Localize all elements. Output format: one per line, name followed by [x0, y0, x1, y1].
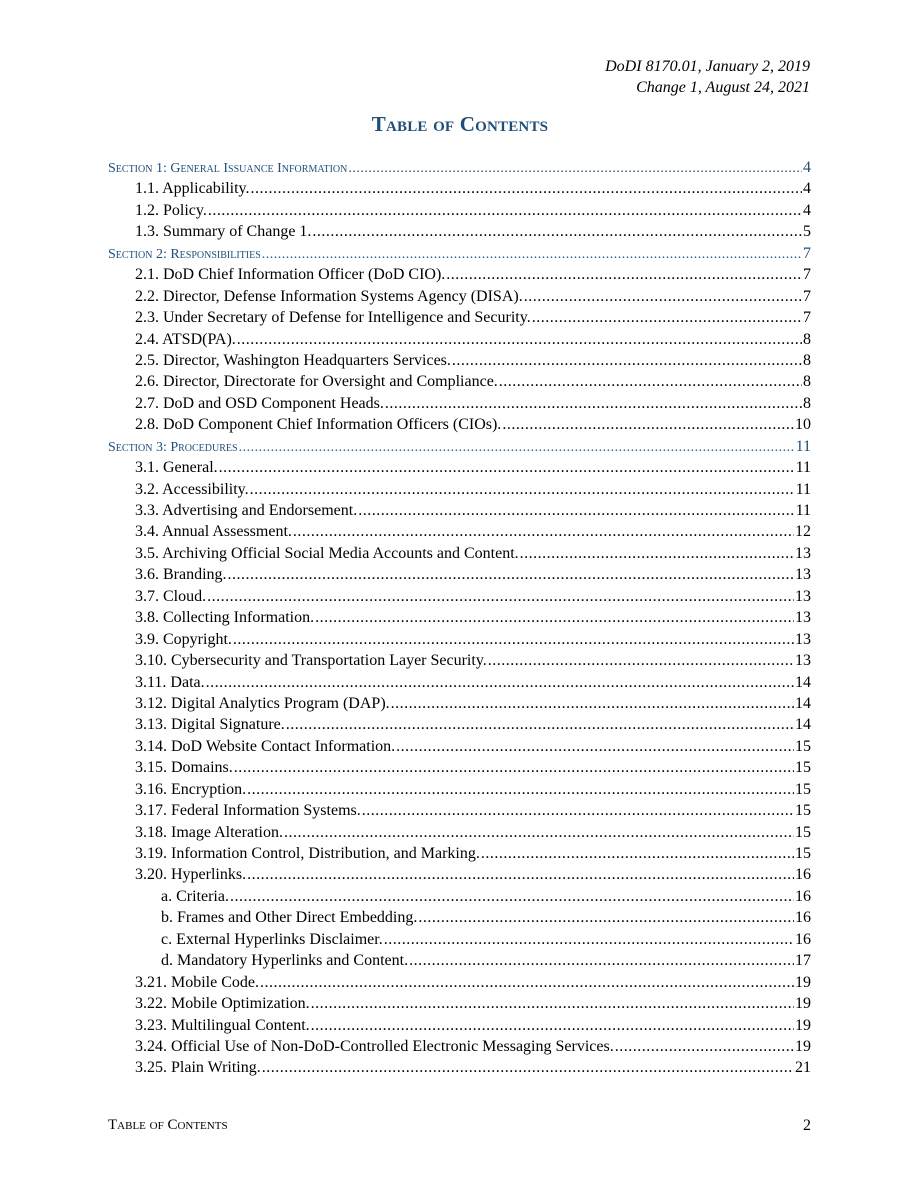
toc-entry-link[interactable]: [108, 886, 811, 907]
toc-entry-label: 1.3. Summary of Change 1.: [135, 223, 312, 241]
toc-entry-page: 13: [795, 544, 811, 562]
toc-entry-label: 3.2. Accessibility.: [135, 480, 249, 498]
dot-leader: [391, 693, 794, 714]
dot-leader: [206, 672, 794, 693]
toc-entry-page: 15: [795, 802, 811, 820]
toc-entry-label: 2.3. Under Secretary of Defense for Intelligence and Security.: [135, 309, 531, 327]
dot-leader: [293, 521, 794, 542]
dot-leader: [234, 757, 794, 778]
toc-entry-label: 3.9. Copyright.: [135, 630, 232, 648]
dot-leader: [396, 736, 794, 757]
dot-leader: [499, 371, 802, 392]
dot-leader: [219, 457, 795, 478]
toc-entry-label: 3.11. Data.: [135, 673, 205, 691]
dot-leader: [262, 1057, 794, 1078]
toc-entry-link[interactable]: [108, 350, 811, 371]
toc-entry-label: 3.8. Collecting Information.: [135, 609, 315, 627]
toc-entry-link[interactable]: [108, 1015, 811, 1036]
toc-entry-page: 7: [803, 287, 811, 305]
toc-entry-page: 10: [795, 416, 811, 434]
toc-entry-page: 16: [795, 930, 811, 948]
toc-entry-label: 3.23. Multilingual Content.: [135, 1016, 310, 1034]
toc-entry-page: 7: [803, 266, 811, 284]
toc-entry-link[interactable]: [108, 178, 811, 199]
toc-entry-page: 13: [795, 609, 811, 627]
toc-entry-page: 21: [795, 1059, 811, 1077]
toc-entry-link[interactable]: [108, 479, 811, 500]
toc-entry-page: 19: [795, 1016, 811, 1034]
toc-entry-label: 3.12. Digital Analytics Program (DAP).: [135, 694, 390, 712]
dot-leader: [446, 264, 802, 285]
dot-leader: [311, 1015, 794, 1036]
toc-entry-page: 15: [795, 759, 811, 777]
dot-leader: [409, 950, 794, 971]
dot-leader: [520, 543, 794, 564]
toc-entry-link[interactable]: [108, 650, 811, 671]
toc-entry-page: 8: [803, 394, 811, 412]
dot-leader: [284, 822, 794, 843]
toc-entry-link[interactable]: [108, 714, 811, 735]
toc-entry-label: b. Frames and Other Direct Embedding.: [161, 909, 418, 927]
toc-section-link[interactable]: [108, 157, 811, 178]
toc-entry-link[interactable]: [108, 907, 811, 928]
toc-entry-label: 3.1. General.: [135, 459, 218, 477]
toc-entry-page: 8: [803, 351, 811, 369]
toc-entry-page: 19: [795, 1037, 811, 1055]
toc-entry-page: 11: [795, 437, 811, 455]
toc-entry-link[interactable]: [108, 1057, 811, 1078]
toc-entry-page: 14: [795, 694, 811, 712]
toc-entry-link[interactable]: [108, 736, 811, 757]
toc-entry-link[interactable]: [108, 993, 811, 1014]
toc-entry-link[interactable]: [108, 286, 811, 307]
toc-entry-label: 2.2. Director, Defense Information Systems Agency (DISA).: [135, 287, 523, 305]
toc-entry-link[interactable]: [108, 843, 811, 864]
toc-entry-label: 3.7. Cloud.: [135, 587, 207, 605]
toc-entry-label: 3.17. Federal Information Systems.: [135, 802, 361, 820]
toc-entry-page: 17: [795, 952, 811, 970]
dot-leader: [418, 907, 794, 928]
dot-leader: [312, 221, 802, 242]
toc-entry-page: 7: [803, 309, 811, 327]
toc-entry-page: 16: [795, 887, 811, 905]
toc-entry-link[interactable]: [108, 929, 811, 950]
toc-entry-page: 4: [803, 180, 811, 198]
toc-entry-page: 15: [795, 823, 811, 841]
toc-entry-page: 11: [795, 480, 811, 498]
toc-entry-label: 3.20. Hyperlinks.: [135, 866, 247, 884]
toc-entry-page: 11: [795, 459, 811, 477]
toc-entry-link[interactable]: [108, 414, 811, 435]
toc-entry-label: 3.22. Mobile Optimization.: [135, 995, 310, 1013]
toc-entry-link[interactable]: [108, 500, 811, 521]
toc-entry-page: 15: [795, 845, 811, 862]
toc-entry-link[interactable]: [108, 800, 811, 821]
toc-entry-label: 3.15. Domains.: [135, 759, 233, 777]
toc-entry-label: c. External Hyperlinks Disclaimer.: [161, 930, 383, 948]
toc-entry-link[interactable]: [108, 757, 811, 778]
toc-entry-link[interactable]: [108, 607, 811, 628]
toc-entry-label: 2.1. DoD Chief Information Officer (DoD CIO).: [135, 266, 446, 284]
dot-leader: [384, 929, 794, 950]
toc-entry-link[interactable]: [108, 1036, 811, 1057]
toc-entry-label: a. Criteria.: [161, 887, 229, 905]
toc-entry-label: 3.10. Cybersecurity and Transportation Layer Security.: [135, 652, 487, 670]
header-issuance-line: DoDI 8170.01, January 2, 2019: [605, 58, 810, 75]
toc-entry-label: 3.21. Mobile Code.: [135, 973, 259, 991]
toc-entry-label: d. Mandatory Hyperlinks and Content.: [161, 952, 409, 970]
toc-entry-link[interactable]: [108, 393, 811, 414]
toc-entry-label: 3.13. Digital Signature.: [135, 716, 285, 734]
toc-entry-label: Section 2: Responsibilities: [108, 246, 261, 262]
toc-entry-page: 13: [795, 630, 811, 648]
dot-leader: [311, 993, 794, 1014]
toc-entry-label: 1.2. Policy.: [135, 201, 207, 219]
toc-entry-link[interactable]: [108, 200, 811, 221]
dot-leader: [237, 329, 802, 350]
toc-entry-page: 14: [795, 716, 811, 734]
toc-entry-label: 2.5. Director, Washington Headquarters Services.: [135, 351, 451, 369]
toc-entry-page: 13: [795, 566, 811, 584]
dot-leader: [385, 393, 802, 414]
toc-entry-link[interactable]: [108, 543, 811, 564]
toc-section-link[interactable]: [108, 243, 811, 264]
toc-entry-page: 19: [795, 973, 811, 991]
toc-entry-label: 3.3. Advertising and Endorsement.: [135, 502, 358, 519]
toc-entry-link[interactable]: [108, 457, 811, 478]
toc-entry-page: 4: [803, 159, 811, 176]
toc-entry-link[interactable]: [108, 864, 811, 885]
toc-entry-link[interactable]: [108, 672, 811, 693]
toc-section-link[interactable]: [108, 436, 811, 457]
dot-leader: [207, 586, 794, 607]
toc-entry-label: 3.16. Encryption.: [135, 780, 247, 798]
toc-entry-label: 3.19. Information Control, Distribution, and Marking.: [135, 845, 480, 862]
toc-entry-link[interactable]: [108, 221, 811, 242]
toc-entry-label: 2.8. DoD Component Chief Information Officers (CIOs).: [135, 416, 502, 434]
toc-entry-link[interactable]: [108, 307, 811, 328]
page-title: Table of Contents: [371, 112, 549, 136]
toc-entry-page: 13: [795, 587, 811, 605]
dot-leader: [233, 629, 794, 650]
toc-entry-link[interactable]: [108, 564, 811, 585]
toc-entry-link[interactable]: [108, 950, 811, 971]
toc-entry-page: 8: [803, 373, 811, 391]
table-of-contents: [108, 157, 811, 1079]
dot-leader: [362, 800, 794, 821]
dot-leader: [502, 414, 794, 435]
toc-entry-page: 16: [795, 909, 811, 927]
toc-entry-page: 11: [795, 502, 811, 519]
toc-entry-label: 1.1. Applicability.: [135, 180, 250, 198]
dot-leader: [488, 650, 794, 671]
dot-leader: [452, 350, 802, 371]
toc-entry-link[interactable]: [108, 586, 811, 607]
toc-entry-link[interactable]: [108, 264, 811, 285]
toc-entry-page: 5: [803, 223, 811, 241]
dot-leader: [481, 843, 794, 864]
toc-entry-link[interactable]: [108, 779, 811, 800]
toc-entry-page: 16: [795, 866, 811, 884]
footer-page-number: 2: [803, 1117, 811, 1134]
dot-leader: [358, 500, 794, 521]
dot-leader: [228, 564, 794, 585]
dot-leader: [247, 779, 794, 800]
toc-entry-link[interactable]: [108, 693, 811, 714]
footer-section-label: Table of Contents: [108, 1117, 228, 1133]
toc-entry-link[interactable]: [108, 371, 811, 392]
dot-leader: [239, 437, 795, 457]
dot-leader: [250, 479, 795, 500]
dot-leader: [247, 864, 794, 885]
toc-entry-label: Section 3: Procedures: [108, 439, 238, 455]
toc-entry-page: 13: [795, 652, 811, 670]
toc-entry-label: 3.24. Official Use of Non-DoD-Controlled Electronic Messaging Services.: [135, 1037, 614, 1055]
dot-leader: [615, 1036, 794, 1057]
toc-entry-page: 15: [795, 737, 811, 755]
dot-leader: [260, 972, 794, 993]
dot-leader: [315, 607, 794, 628]
toc-entry-page: 19: [795, 995, 811, 1013]
toc-entry-page: 4: [803, 201, 811, 219]
toc-entry-link[interactable]: [108, 521, 811, 542]
toc-entry-link[interactable]: [108, 972, 811, 993]
dot-leader: [348, 158, 802, 178]
toc-entry-label: 3.4. Annual Assessment.: [135, 523, 292, 541]
toc-entry-label: 3.5. Archiving Official Social Media Accounts and Content.: [135, 544, 519, 562]
toc-entry-link[interactable]: [108, 629, 811, 650]
toc-entry-label: Section 1: General Issuance Information: [108, 161, 348, 176]
dot-leader: [230, 886, 794, 907]
toc-entry-page: 14: [795, 673, 811, 691]
dot-leader: [251, 178, 802, 199]
toc-entry-label: 3.18. Image Alteration.: [135, 823, 283, 841]
dot-leader: [524, 286, 802, 307]
dot-leader: [286, 714, 794, 735]
toc-entry-label: 3.6. Branding.: [135, 566, 227, 584]
header-change-line: Change 1, August 24, 2021: [636, 79, 810, 96]
toc-entry-label: 3.25. Plain Writing.: [135, 1059, 261, 1077]
toc-entry-page: 8: [803, 330, 811, 348]
toc-entry-label: 2.7. DoD and OSD Component Heads.: [135, 394, 384, 412]
dot-leader: [262, 244, 802, 264]
dot-leader: [532, 307, 802, 328]
toc-entry-label: 2.4. ATSD(PA).: [135, 330, 236, 348]
toc-entry-label: 3.14. DoD Website Contact Information.: [135, 737, 396, 755]
toc-entry-link[interactable]: [108, 329, 811, 350]
dot-leader: [208, 200, 802, 221]
document-header: [605, 56, 810, 98]
toc-entry-label: 2.6. Director, Directorate for Oversight and Compliance.: [135, 373, 498, 391]
toc-entry-link[interactable]: [108, 822, 811, 843]
toc-entry-page: 7: [803, 244, 811, 262]
toc-entry-page: 15: [795, 780, 811, 798]
toc-entry-page: 12: [795, 523, 811, 541]
